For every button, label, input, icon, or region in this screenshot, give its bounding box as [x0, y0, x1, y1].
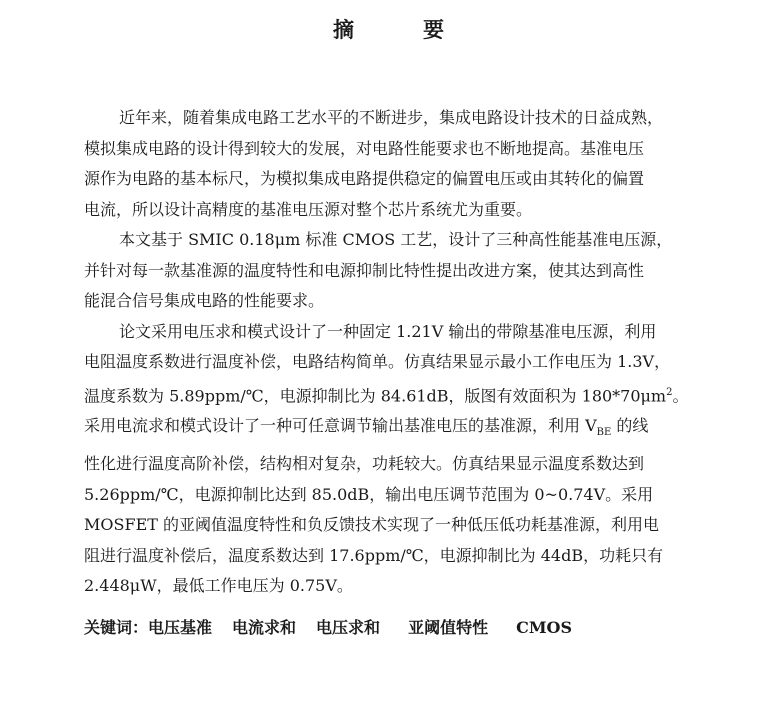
text-line: 电流，所以设计高精度的基准电压源对整个芯片系统尤为重要。 — [84, 199, 533, 219]
keyword: 电流求和 — [232, 618, 297, 637]
keywords-label: 关键词： — [84, 618, 149, 637]
paragraph-3 — [84, 317, 716, 602]
period: 。 — [672, 385, 689, 405]
text-line: 并针对每一款基准源的温度特性和电源抑制比特性提出改进方案，使其达到高性 — [84, 260, 645, 280]
text-segment: 温度系数为 5.89ppm/℃，电源抑制比为 84.61dB，版图有效面积为 180*70μm — [84, 385, 667, 405]
text-line: 能混合信号集成电路的性能要求。 — [84, 291, 325, 310]
keyword: 亚阈值特性 — [408, 618, 489, 637]
area-superscript: 2 — [666, 386, 673, 398]
keyword: CMOS — [516, 618, 573, 637]
text-line: 阻进行温度补偿后，温度系数达到 17.6ppm/℃，电源抑制比为 44dB，功耗只有 — [84, 545, 664, 565]
paragraph-1 — [84, 103, 716, 225]
abstract-title: 摘 要 — [333, 17, 468, 42]
text-line: 本文基于 SMIC 0.18μm 标准 CMOS 工艺，设计了三种高性能基准电压源， — [119, 230, 673, 249]
keyword: 电压求和 — [316, 618, 381, 637]
text-line: 2.448μW，最低工作电压为 0.75V。 — [84, 576, 353, 596]
text-line: 模拟集成电路的设计得到较大的发展，对电路性能要求也不断地提高。基准电压 — [84, 138, 645, 158]
paragraph-2 — [84, 225, 716, 317]
text-segment: 采用电流求和模式设计了一种可任意调节输出基准电压的基准源，利用 V — [84, 416, 597, 436]
vbe-subscript: BE — [596, 427, 612, 439]
text-line: 电阻温度系数进行温度补偿，电路结构简单。仿真结果显示最小工作电压为 1.3V， — [84, 352, 671, 371]
text-line: 源作为电路的基本标尺，为模拟集成电路提供稳定的偏置电压或由其转化的偏置 — [84, 169, 645, 188]
text-line: MOSFET 的亚阈值温度特性和负反馈技术实现了一种低压低功耗基准源，利用电 — [84, 515, 660, 535]
text-line-with-sub — [84, 411, 716, 449]
keywords — [84, 615, 724, 638]
text-segment: 的线 — [611, 416, 649, 436]
text-line: 性化进行温度高阶补偿，结构相对复杂，功耗较大。仿真结果显示温度系数达到 — [84, 454, 645, 474]
text-line-with-sup — [84, 378, 716, 412]
abstract-body — [84, 103, 716, 602]
text-line: 近年来，随着集成电路工艺水平的不断进步，集成电路设计技术的日益成熟， — [119, 108, 664, 127]
text-line: 5.26ppm/℃，电源抑制比达到 85.0dB，输出电压调节范围为 0~0.74V。采用 — [84, 484, 654, 504]
keyword: 电压基准 — [148, 618, 213, 637]
text-line: 论文采用电压求和模式设计了一种固定 1.21V 输出的带隙基准电压源，利用 — [119, 321, 657, 341]
